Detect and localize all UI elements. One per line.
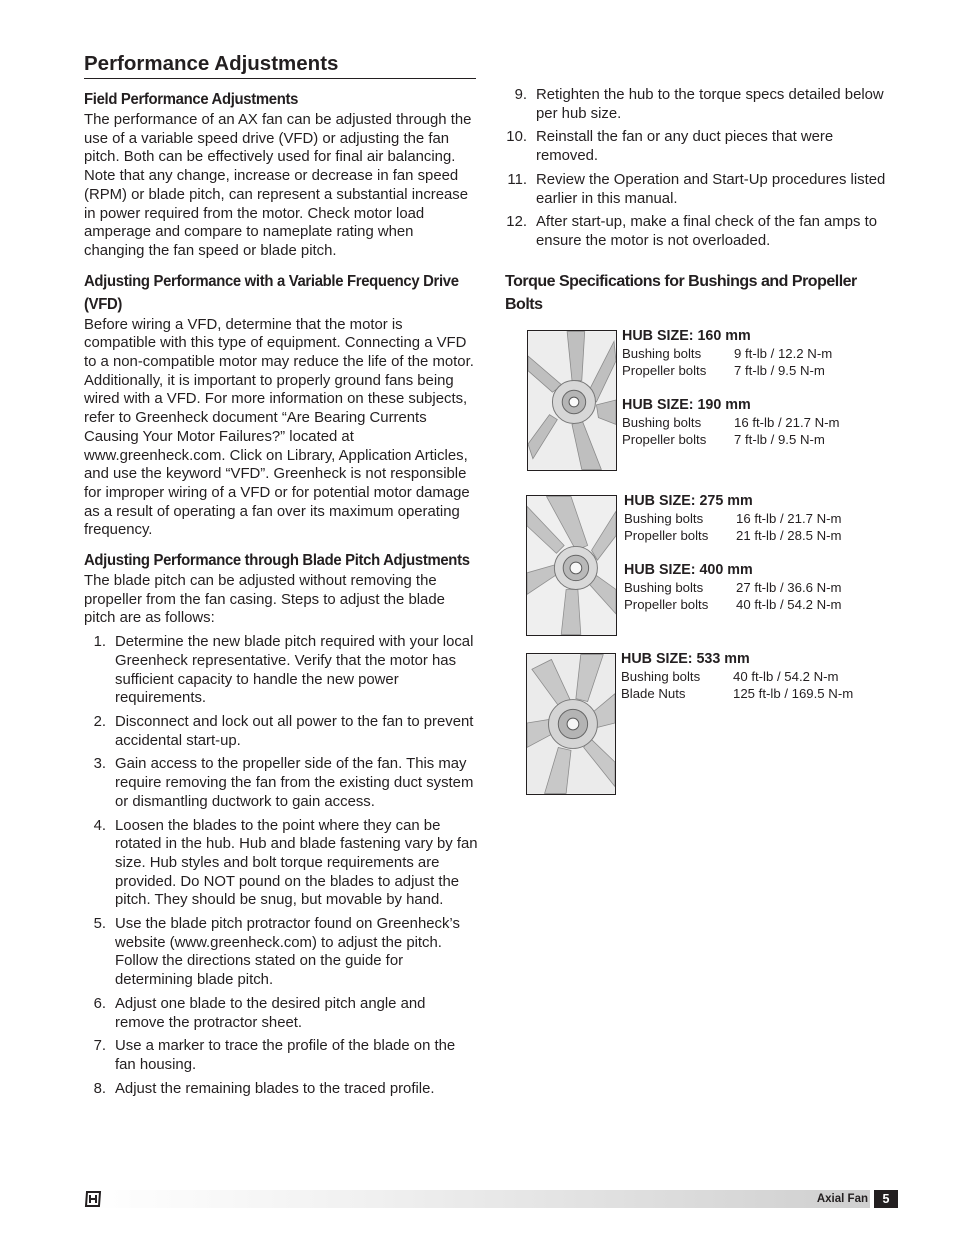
blade-pitch-steps-continued [505, 86, 897, 251]
list-item [84, 1080, 478, 1099]
vfd-heading: Adjusting Performance with a Variable Frequency Drive (VFD) [84, 272, 459, 313]
step-text: Use a marker to trace the profile of the blade on the fan housing. [115, 1038, 456, 1073]
step-text: Reinstall the fan or any duct pieces that were removed. [536, 129, 834, 165]
spec-value: 7 ft-lb / 9.5 N-m [734, 432, 825, 447]
step-number: 8. [93, 1080, 106, 1097]
spec-row [621, 685, 897, 702]
spec-value: 7 ft-lb / 9.5 N-m [734, 363, 825, 378]
step-number: 7. [93, 1038, 106, 1055]
spec-value: 40 ft-lb / 54.2 N-m [736, 597, 842, 612]
page-title: Performance Adjustments [84, 51, 476, 79]
right-column [505, 86, 897, 316]
step-text: Adjust the remaining blades to the traced profile. [115, 1080, 435, 1097]
step-number: 6. [93, 995, 106, 1012]
hub-photo-160-190 [527, 330, 617, 471]
list-item [84, 755, 478, 811]
step-number: 3. [93, 756, 106, 773]
step-text: Use the blade pitch protractor found on Greenheck’s website (www.greenheck.com) to adjust the pitch. Follow the directions stated on the guide for determining blade pitch. [115, 916, 460, 989]
spec-value: 16 ft-lb / 21.7 N-m [734, 415, 840, 430]
hub-size-title: HUB SIZE: 400 mm [624, 562, 753, 578]
fan-hub-image-icon [528, 331, 616, 470]
spec-label: Propeller bolts [622, 432, 707, 447]
list-item [505, 128, 897, 165]
hub-specs [621, 651, 897, 720]
spec-row [624, 510, 897, 527]
step-number: 4. [93, 817, 106, 834]
step-text: Loosen the blades to the point where they can be rotated in the hub. Hub and blade fastening vary by fan size. Hub styles and bolt torque requirements are provided. Do NOT pound on the blades to adjust the pitch. They should be snug, but movable by hand. [115, 817, 478, 909]
hub-group-400 [624, 562, 897, 613]
hub-group-533 [621, 651, 897, 702]
step-number: 10. [506, 129, 527, 146]
list-item [505, 86, 897, 123]
torque-spec-heading: Torque Specifications for Bushings and Propeller Bolts [505, 272, 857, 313]
step-number: 5. [93, 916, 106, 933]
spec-label: Bushing bolts [624, 580, 704, 595]
spec-row [624, 579, 897, 596]
hub-specs [624, 493, 897, 631]
field-performance-text: The performance of an AX fan can be adjusted through the use of a variable speed drive (VFD) or adjusting the fan pitch. Both can be effectively used for final air balancing. Note that any change, increase or decrease in fan speed (RPM) or blade pitch, can represent a substantial increase in power required from the motor. Check motor load amperage and compare to nameplate rating when changing the fan speed or blade pitch. [84, 112, 472, 259]
step-number: 9. [514, 87, 527, 103]
vfd-text: Before wiring a VFD, determine that the motor is compatible with this type of equipment. Connecting a VFD to a non-compatible motor may reduce the life of the motor. Additionally, it is important to properly ground fans being wired with a VFD. For more information on these subjects, refer to Greenheck document “Are Bearing Currents Causing Your Motor Failures?” located at www.greenheck.com. Click on Library, Application Articles, and use the keyword “VFD”. Greenheck is not responsible for improper wiring of a VFD or for potential motor damage as a result of operating a fan over its maximum operating frequency. [84, 316, 474, 539]
blade-pitch-heading: Adjusting Performance through Blade Pitch Adjustments [84, 552, 470, 570]
spec-label: Blade Nuts [621, 686, 686, 701]
hub-spec-block-160-190 [527, 330, 897, 471]
step-text: Adjust one blade to the desired pitch angle and remove the protractor sheet. [115, 995, 426, 1031]
hub-spec-block-533 [526, 653, 897, 795]
list-item [84, 1037, 478, 1074]
step-number: 2. [93, 713, 106, 730]
footer-doc-label: Axial Fan [816, 1193, 868, 1205]
step-number: 11. [507, 171, 527, 188]
spec-row [624, 596, 897, 613]
fan-hub-image-icon [527, 654, 615, 794]
step-text: Disconnect and lock out all power to the fan to prevent accidental start-up. [115, 713, 474, 749]
spec-label: Propeller bolts [622, 363, 707, 378]
step-text: Review the Operation and Start-Up procedures listed earlier in this manual. [536, 171, 886, 207]
hub-size-title: HUB SIZE: 533 mm [621, 651, 750, 667]
blade-pitch-steps [84, 633, 478, 1098]
spec-row [622, 345, 897, 362]
hub-photo-533 [526, 653, 616, 795]
spec-value: 27 ft-lb / 36.6 N-m [736, 580, 842, 595]
left-column [84, 88, 478, 1103]
spec-label: Propeller bolts [624, 528, 709, 543]
step-text: Gain access to the propeller side of the fan. This may require removing the fan from the existing duct system or dismantling ductwork to gain access. [115, 756, 474, 810]
step-number: 1. [93, 634, 106, 651]
spec-value: 9 ft-lb / 12.2 N-m [734, 346, 833, 361]
spec-row [621, 668, 897, 685]
spec-value: 40 ft-lb / 54.2 N-m [733, 669, 839, 684]
fan-hub-image-icon [527, 496, 616, 635]
step-text: Retighten the hub to the torque specs detailed below per hub size. [536, 87, 884, 122]
list-item [84, 995, 478, 1032]
footer-bar [84, 1190, 870, 1208]
spec-label: Bushing bolts [624, 511, 704, 526]
spec-label: Bushing bolts [622, 415, 702, 430]
page-number: 5 [874, 1190, 898, 1208]
hub-size-title: HUB SIZE: 160 mm [622, 328, 751, 344]
hub-spec-block-275-400 [526, 495, 897, 636]
list-item [84, 633, 478, 708]
list-item [84, 713, 478, 750]
spec-row [622, 431, 897, 448]
list-item [84, 817, 478, 911]
hub-size-title: HUB SIZE: 190 mm [622, 397, 751, 413]
hub-group-275 [624, 493, 897, 544]
hub-group-160 [622, 328, 897, 379]
spec-row [622, 414, 897, 431]
hub-photo-275-400 [526, 495, 617, 636]
step-text: Determine the new blade pitch required with your local Greenheck representative. Verify that the motor has sufficient capacity to handle the new power requirements. [115, 634, 474, 707]
spec-value: 16 ft-lb / 21.7 N-m [736, 511, 842, 526]
step-number: 12. [506, 214, 527, 231]
greenheck-logo-icon [84, 1190, 102, 1208]
field-performance-heading: Field Performance Adjustments [84, 91, 299, 108]
list-item [84, 915, 478, 990]
spec-label: Propeller bolts [624, 597, 709, 612]
spec-value: 125 ft-lb / 169.5 N-m [733, 686, 854, 701]
spec-row [624, 527, 897, 544]
list-item [505, 213, 897, 250]
spec-label: Bushing bolts [621, 669, 701, 684]
list-item [505, 171, 897, 208]
blade-pitch-text: The blade pitch can be adjusted without removing the propeller from the fan casing. Steps to adjust the blade pitch are as follows: [84, 573, 445, 627]
hub-specs [622, 328, 897, 466]
hub-group-190 [622, 397, 897, 448]
spec-row [622, 362, 897, 379]
hub-size-title: HUB SIZE: 275 mm [624, 493, 753, 509]
step-text: After start-up, make a final check of the fan amps to ensure the motor is not overloaded. [536, 214, 877, 249]
spec-label: Bushing bolts [622, 346, 702, 361]
spec-value: 21 ft-lb / 28.5 N-m [736, 528, 842, 543]
